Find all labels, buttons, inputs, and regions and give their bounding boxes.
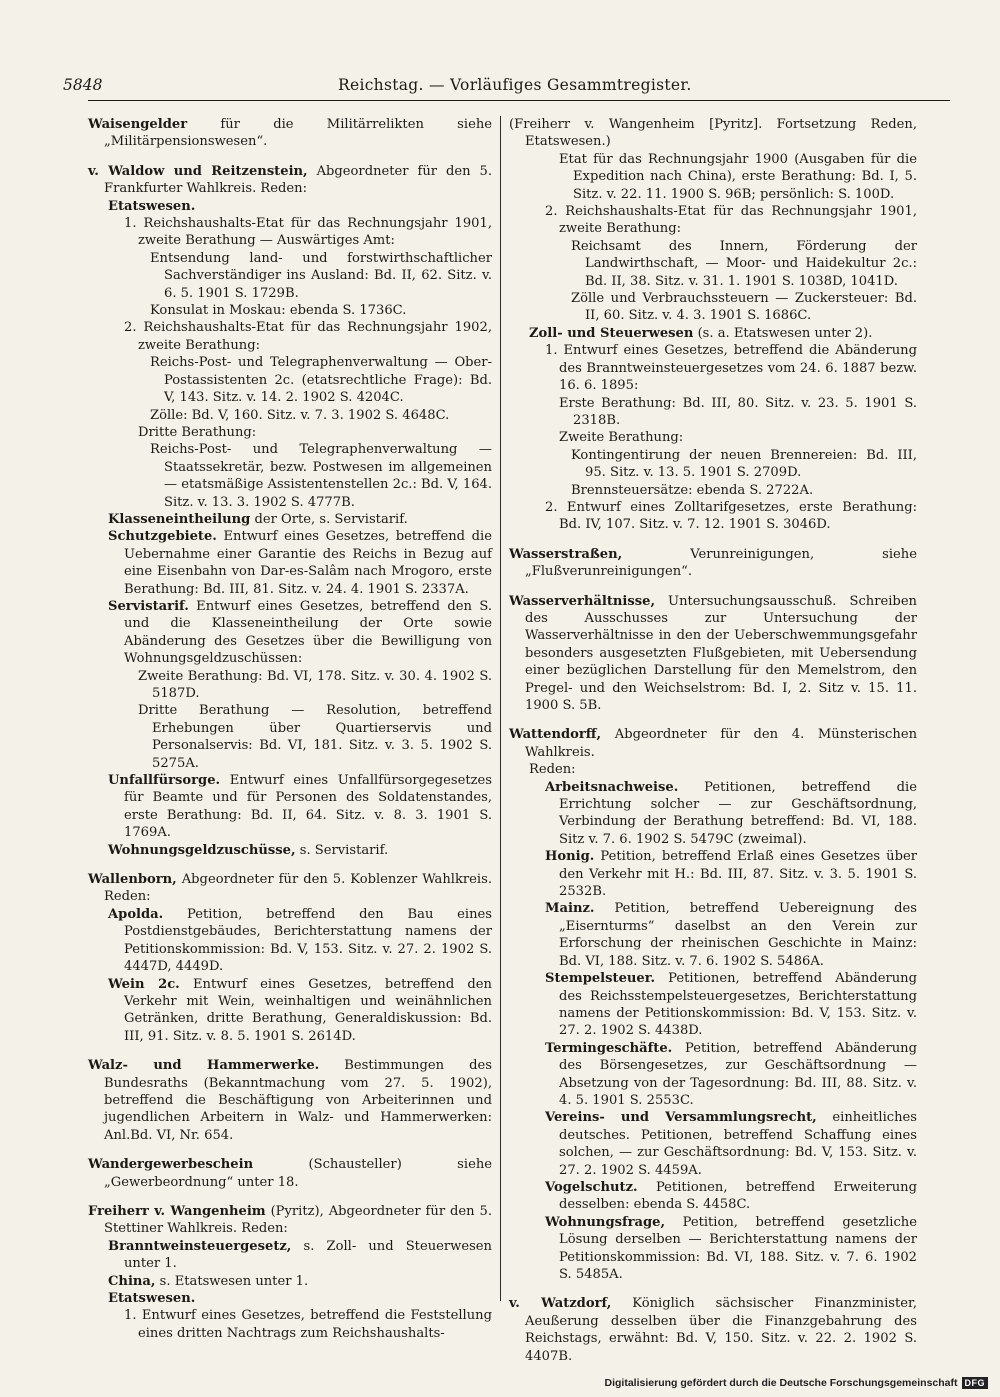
entry-text: Königlich sächsischer Finanzminister, Aeußerung desselben über die Finanzgebahrung des Reichstags, erwähnt: Bd. V, 150. Sitz. v. 22. 2. 1902 S. 4407B.	[525, 1296, 917, 1364]
register-entry	[509, 761, 917, 778]
entry-text: Konsulat in Moskau: ebenda S. 1736C.	[150, 303, 407, 319]
entry-text: Dritte Berathung:	[138, 424, 257, 440]
register-entry	[509, 499, 917, 534]
page-number: 5848	[63, 76, 103, 94]
entry-text: einheitliches deutsches. Petitionen, betreffend Schaffung eines solchen, — zur Geschäftsordnung: Bd. V, 153. Sitz. v. 27. 2. 1902 S. 4459A.	[559, 1110, 917, 1178]
register-entry	[88, 842, 492, 859]
entry-text: Entwurf eines Gesetzes, betreffend die Uebernahme einer Garantie des Reichs in Bezug auf eine Eisenbahn von Dar-es-Salâm nach Mrogoro, erste Berathung: Bd. III, 81. Sitz. v. 24. 4. 1901 S. 2337A.	[124, 529, 492, 597]
entry-text: Entwurf eines Unfallfürsorgegesetzes für Beamte und für Personen des Soldatenstandes, erste Berathung: Bd. II, 64. Sitz. v. 8. 3. 1901 S. 1769A.	[124, 773, 492, 841]
entry-text: 2. Reichshaushalts-Etat für das Rechnungsjahr 1902, zweite Berathung:	[124, 320, 492, 353]
running-title: Reichstag. — Vorläufiges Gesammtregister.	[338, 76, 692, 94]
entry-text: Petition, betreffend den Bau eines Postdienstgebäudes, Berichterstattung namens der Petitionskommission: Bd. V, 153. Sitz. v. 27. 2. 1902 S. 4447D, 4449D.	[124, 906, 492, 975]
register-entry	[509, 900, 917, 970]
entry-heading: Wasserstraßen,	[509, 546, 623, 562]
entry-heading: Arbeitsnachweise.	[545, 779, 679, 795]
entry-heading: Branntweinsteuergesetz,	[108, 1238, 292, 1254]
entry-text: Zölle und Verbrauchssteuern — Zuckersteuer: Bd. II, 60. Sitz. v. 4. 3. 1901 S. 1686C.	[571, 291, 917, 324]
entry-heading: Wattendorff,	[509, 727, 602, 743]
entry-heading: Etatswesen.	[108, 198, 196, 214]
register-entry	[509, 429, 917, 446]
entry-heading: Etatswesen.	[108, 1291, 196, 1306]
entry-text: Brennsteuersätze: ebenda S. 2722A.	[571, 482, 814, 498]
register-entry	[509, 482, 917, 499]
entry-heading: Walz- und Hammerwerke.	[88, 1058, 320, 1074]
entry-text: Petition, betreffend Abänderung des Börsengesetzes, zur Geschäftsordnung — Absetzung von der Tagesordnung: Bd. III, 88. Sitz. v. 4. 5. 1901 S. 2553C.	[559, 1040, 917, 1108]
left-column	[88, 116, 492, 1342]
register-entry	[88, 1238, 492, 1273]
entry-heading: China,	[108, 1273, 156, 1289]
register-entry	[509, 1040, 917, 1110]
dfg-logo-icon: DFG	[962, 1377, 989, 1389]
entry-text: Reichsamt des Innern, Förderung der Landwirthschaft, — Moor- und Haidekultur 2c.: Bd. II, 38. Sitz. v. 31. 1. 1901 S. 1038D, 1041D.	[571, 238, 917, 289]
register-entry	[88, 354, 492, 406]
register-entry	[509, 395, 917, 430]
entry-text: Petition, betreffend gesetzliche Lösung derselben — Berichterstattung namens der Petitionskommission: Bd. VI, 188. Sitz. v. 7. 6. 1902 S. 5485A.	[559, 1214, 917, 1282]
register-entry	[88, 1290, 492, 1307]
entry-heading: v. Waldow und Reitzenstein,	[88, 163, 308, 179]
entry-text: der Orte, s. Servistarif.	[250, 511, 408, 527]
entry-heading: Honig.	[545, 849, 595, 865]
entry-heading: Freiherr v. Wangenheim	[88, 1203, 266, 1219]
entry-heading: Vereins- und Versammlungsrecht,	[545, 1110, 817, 1126]
entry-text: Untersuchungsausschuß. Schreiben des Ausschusses zur Untersuchung der Wasserverhältnisse in den der Ueberschwemmungsgefahr besonders ausgesetzten Flußgebieten, mit Uebersendung einer bezüglichen Darstellung für den Memelstrom, den Pregel- und den Weichselstrom: Bd. I, 2. Sitz v. 15. 11. 1900 S. 5B.	[525, 593, 917, 713]
entry-heading: Waisengelder	[88, 117, 188, 132]
register-entry	[509, 546, 917, 581]
register-entry	[509, 1179, 917, 1214]
register-entry	[88, 1273, 492, 1290]
entry-text: Entsendung land- und forstwirthschaftlicher Sachverständiger ins Ausland: Bd. II, 62. Sitz. v. 6. 5. 1901 S. 1729B.	[150, 250, 492, 301]
right-column	[509, 116, 917, 1365]
footer-credit: Digitalisierung gefördert durch die Deutsche Forschungsgemeinschaft	[604, 1377, 958, 1389]
entry-text: Petition, betreffend Uebereignung des „Eisernturms“ daselbst an den Verein zur Erforschung der rheinischen Geschichte in Mainz: Bd. VI, 188. Sitz. v. 7. 6. 1902 S. 5486A.	[559, 901, 917, 969]
register-entry	[88, 424, 492, 441]
entry-text: Erste Berathung: Bd. III, 80. Sitz. v. 23. 5. 1901 S. 2318B.	[559, 395, 917, 428]
register-entry	[88, 702, 492, 772]
entry-text: Zölle: Bd. V, 160. Sitz. v. 7. 3. 1902 S. 4648C.	[150, 407, 450, 423]
register-entry	[88, 871, 492, 906]
register-entry	[509, 203, 917, 238]
register-entry	[509, 1295, 917, 1365]
entry-heading: Wohnungsgeldzuschüsse,	[108, 842, 296, 858]
register-entry	[88, 1156, 492, 1191]
register-entry	[509, 238, 917, 290]
entry-heading: Mainz.	[545, 901, 595, 917]
register-entry	[509, 779, 917, 849]
register-entry	[509, 726, 917, 761]
entry-text: (Pyritz), Abgeordneter für den 5. Stettiner Wahlkreis. Reden:	[104, 1203, 492, 1237]
register-entry	[509, 151, 917, 203]
entry-text: s. Zoll- und Steuerwesen unter 1.	[124, 1238, 492, 1272]
entry-heading: Schutzgebiete.	[108, 529, 217, 545]
register-entry	[88, 976, 492, 1046]
register-entry	[88, 163, 492, 198]
register-entry	[509, 593, 917, 715]
entry-text: 2. Reichshaushalts-Etat für das Rechnungsjahr 1901, zweite Berathung:	[545, 204, 917, 237]
register-entry	[88, 407, 492, 424]
register-entry	[88, 441, 492, 511]
register-entry	[88, 772, 492, 842]
entry-heading: Unfallfürsorge.	[108, 773, 221, 789]
entry-text: Kontingentirung der neuen Brennereien: Bd. III, 95. Sitz. v. 13. 5. 1901 S. 2709D.	[571, 447, 917, 481]
entry-heading: Termingeschäfte.	[545, 1040, 673, 1056]
register-entry	[509, 447, 917, 482]
register-entry	[88, 528, 492, 598]
register-entry	[88, 1057, 492, 1144]
register-entry	[88, 250, 492, 302]
entry-heading: Apolda.	[108, 906, 164, 922]
entry-text: Petitionen, betreffend Erweiterung desselben: ebenda S. 4458C.	[559, 1179, 917, 1213]
entry-text: Zweite Berathung:	[559, 430, 684, 446]
entry-text: für die Militärrelikten siehe „Militärpensionswesen“.	[104, 117, 492, 150]
entry-text: 1. Reichshaushalts-Etat für das Rechnungsjahr 1901, zweite Berathung — Auswärtiges Amt:	[124, 216, 492, 249]
entry-heading: Vogelschutz.	[545, 1179, 638, 1195]
entry-heading: Wallenborn,	[88, 872, 177, 888]
entry-text: (Schausteller) siehe „Gewerbeordnung“ unter 18.	[104, 1157, 492, 1190]
register-entry	[88, 116, 492, 151]
entry-text: (Freiherr v. Wangenheim [Pyritz]. Fortsetzung Reden, Etatswesen.)	[509, 117, 917, 150]
entry-text: Petition, betreffend Erlaß eines Gesetzes über den Verkehr mit H.: Bd. III, 87. Sitz. v. 3. 5. 1901 S. 2532B.	[559, 849, 917, 900]
entry-text: Etat für das Rechnungsjahr 1900 (Ausgaben für die Expedition nach China), erste Berathung: Bd. I, 5. Sitz. v. 22. 11. 1900 S. 96B; persönlich: S. 100D.	[559, 151, 917, 202]
entry-text: 1. Entwurf eines Gesetzes, betreffend die Abänderung des Branntweinsteuergesetzes vom 24. 6. 1887 bezw. 16. 6. 1895:	[545, 343, 917, 394]
register-entry	[88, 906, 492, 976]
entry-text: Entwurf eines Gesetzes, betreffend den Verkehr mit Wein, weinhaltigen und weinähnlichen Getränken, dritte Berathung, Generaldiskussion: Bd. III, 91. Sitz. v. 8. 5. 1901 S. 2614D.	[124, 976, 492, 1044]
footer	[605, 1377, 988, 1389]
entry-text: Abgeordneter für den 4. Münsterischen Wahlkreis.	[525, 727, 917, 760]
entry-text: Verunreinigungen, siehe „Flußverunreinigungen“.	[525, 546, 917, 580]
entry-heading: Servistarif.	[108, 598, 189, 614]
register-entry	[509, 970, 917, 1040]
entry-text: Entwurf eines Gesetzes, betreffend den S. und die Klasseneintheilung der Orte sowie Abänderung des Gesetzes über die Bewilligung von Wohnungsgeldzuschüssen:	[124, 598, 492, 667]
entry-text: Abgeordneter für den 5. Frankfurter Wahlkreis. Reden:	[104, 163, 492, 197]
entry-text: Abgeordneter für den 5. Koblenzer Wahlkreis. Reden:	[104, 872, 492, 905]
column-divider	[500, 116, 501, 1301]
register-entry	[88, 668, 492, 703]
register-entry	[509, 848, 917, 900]
entry-heading: v. Watzdorf,	[509, 1296, 612, 1312]
entry-heading: Klasseneintheilung	[108, 511, 251, 527]
entry-text: (s. a. Etatswesen unter 2).	[693, 325, 873, 341]
entry-text: Reden:	[529, 762, 576, 778]
entry-text: Petitionen, betreffend die Errichtung solcher — zur Geschäftsordnung, Verbindung der Berathung betreffend: Bd. VI, 188. Sitz v. 7. 6. 1902 S. 5479C (zweimal).	[559, 779, 917, 847]
entry-heading: Wein 2c.	[108, 976, 180, 992]
register-entry	[88, 598, 492, 668]
entry-text: s. Servistarif.	[295, 842, 389, 858]
entry-text: Zweite Berathung: Bd. VI, 178. Sitz. v. 30. 4. 1902 S. 5187D.	[138, 668, 492, 701]
register-entry	[509, 1214, 917, 1284]
entry-text: s. Etatswesen unter 1.	[155, 1273, 309, 1289]
register-entry	[509, 325, 917, 342]
entry-text: Dritte Berathung — Resolution, betreffend Erhebungen über Quartierservis und Personalservis: Bd. VI, 181. Sitz. v. 3. 5. 1902 S. 5275A.	[138, 703, 492, 771]
entry-heading: Zoll- und Steuerwesen	[529, 325, 694, 341]
entry-heading: Wasserverhältnisse,	[509, 593, 656, 609]
entry-text: Bestimmungen des Bundesraths (Bekanntmachung vom 27. 5. 1902), betreffend die Beschäftigung von Arbeiterinnen und jugendlichen Arbeitern in Walz- und Hammerwerken: Anl.Bd. VI, Nr. 654.	[104, 1058, 492, 1143]
page-header	[63, 74, 950, 101]
register-entry	[88, 1203, 492, 1238]
register-entry	[88, 302, 492, 319]
register-entry	[88, 215, 492, 250]
entry-text: 2. Entwurf eines Zolltarifgesetzes, erste Berathung: Bd. IV, 107. Sitz. v. 7. 12. 1901 S. 3046D.	[545, 499, 917, 533]
register-entry	[88, 198, 492, 215]
register-entry	[509, 342, 917, 394]
entry-text: 1. Entwurf eines Gesetzes, betreffend die Feststellung eines dritten Nachtrags zum Reichshaushalts-	[124, 1308, 492, 1341]
register-entry	[509, 116, 917, 151]
register-entry	[509, 290, 917, 325]
entry-heading: Wandergewerbeschein	[88, 1157, 254, 1173]
register-entry	[509, 1109, 917, 1179]
entry-heading: Wohnungsfrage,	[545, 1214, 666, 1230]
register-entry	[88, 511, 492, 528]
register-entry	[88, 319, 492, 354]
entry-text: Reichs-Post- und Telegraphenverwaltung — Ober-Postassistenten 2c. (etatsrechtliche Frage): Bd. V, 143. Sitz. v. 14. 2. 1902 S. 4204C.	[150, 355, 492, 406]
register-entry	[88, 1307, 492, 1342]
entry-text: Reichs-Post- und Telegraphenverwaltung — Staatssekretär, bezw. Postwesen im allgemeinen — etatsmäßige Assistentenstellen 2c.: Bd. V, 164. Sitz. v. 13. 3. 1902 S. 4777B.	[150, 442, 493, 510]
entry-text: Petitionen, betreffend Abänderung des Reichsstempelsteuergesetzes, Berichterstattung namens der Petitionskommission: Bd. V, 153. Sitz. v. 27. 2. 1902 S. 4438D.	[559, 971, 917, 1039]
entry-heading: Stempelsteuer.	[545, 971, 656, 987]
